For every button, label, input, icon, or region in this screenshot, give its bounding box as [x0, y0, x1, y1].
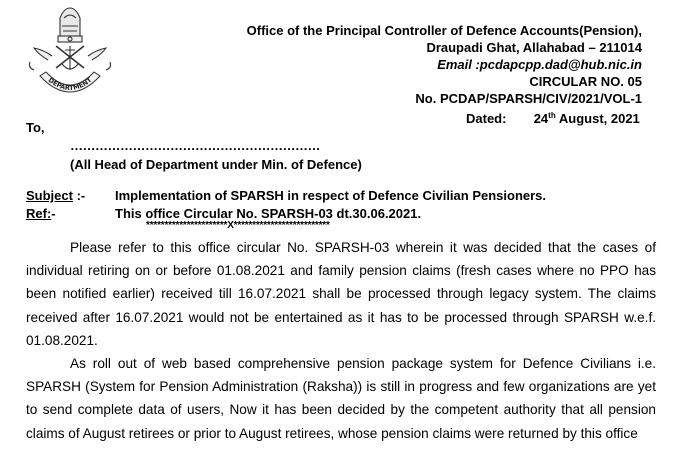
- addressee-recipient: (All Head of Department under Min. of Defence): [70, 157, 362, 172]
- subject-label-line: [26, 188, 85, 203]
- subject-label: Subject: [26, 188, 73, 203]
- emblem-lettering: DEPARTMENT: [46, 75, 94, 93]
- dated-label: Dated:: [466, 111, 507, 126]
- ref-text: This office Circular No. SPARSH-03 dt.30.06.2021.: [115, 206, 422, 221]
- office-name: Office of the Principal Controller of Defence Accounts(Pension),: [246, 23, 642, 38]
- reference-number: No. PCDAP/SPARSH/CIV/2021/VOL-1: [415, 91, 642, 106]
- addressee-dots: ……………………………………………………: [70, 138, 320, 153]
- body-paragraph-2: [26, 352, 656, 445]
- body-paragraph-2-text: As roll out of web based comprehensive pension package system for Defence Civilians i.e. SPARSH (System for Pension Administration (Raksha)) is still in progress and few organizations are yet to send complete data of users, Now it has been decided by the competent authority that all pension claims of August retirees or prior to August retirees, whose pension claims were returned by this office: [26, 356, 656, 441]
- department-emblem-logo: [20, 4, 120, 104]
- dated-day: 24: [533, 111, 549, 126]
- to-label: To,: [26, 120, 45, 135]
- svg-text:DEPARTMENT: [47, 76, 94, 92]
- ref-label-tail: -: [51, 206, 56, 221]
- subject-label-tail: :-: [72, 188, 86, 203]
- subject-text: Implementation of SPARSH in respect of Defence Civilian Pensioners.: [115, 188, 547, 203]
- office-address: Draupadi Ghat, Allahabad – 211014: [426, 40, 642, 55]
- office-email: Email :pcdapcpp.dad@hub.nic.in: [437, 57, 642, 72]
- circular-number: CIRCULAR NO. 05: [529, 74, 642, 89]
- dated-suffix: th: [548, 111, 556, 120]
- separator-line: **********************X**************************: [146, 220, 330, 231]
- dated-line: [466, 107, 640, 127]
- ref-label: Ref:: [26, 206, 52, 221]
- body-paragraph-1-text: Please refer to this office circular No. SPARSH-03 wherein it was decided that the cases of individual retiring on or before 01.08.2021 and family pension claims (fresh cases where no PPO has been notified earlier) received till 16.07.2021 shall be processed through legacy system. The claims received after 16.07.2021 would not be entertained as it has to be processed through SPARSH w.e.f. 01.08.2021.: [26, 240, 656, 348]
- body-paragraph-1: [26, 236, 656, 352]
- dated-month-year: August, 2021: [558, 111, 640, 126]
- ref-label-line: [26, 206, 56, 221]
